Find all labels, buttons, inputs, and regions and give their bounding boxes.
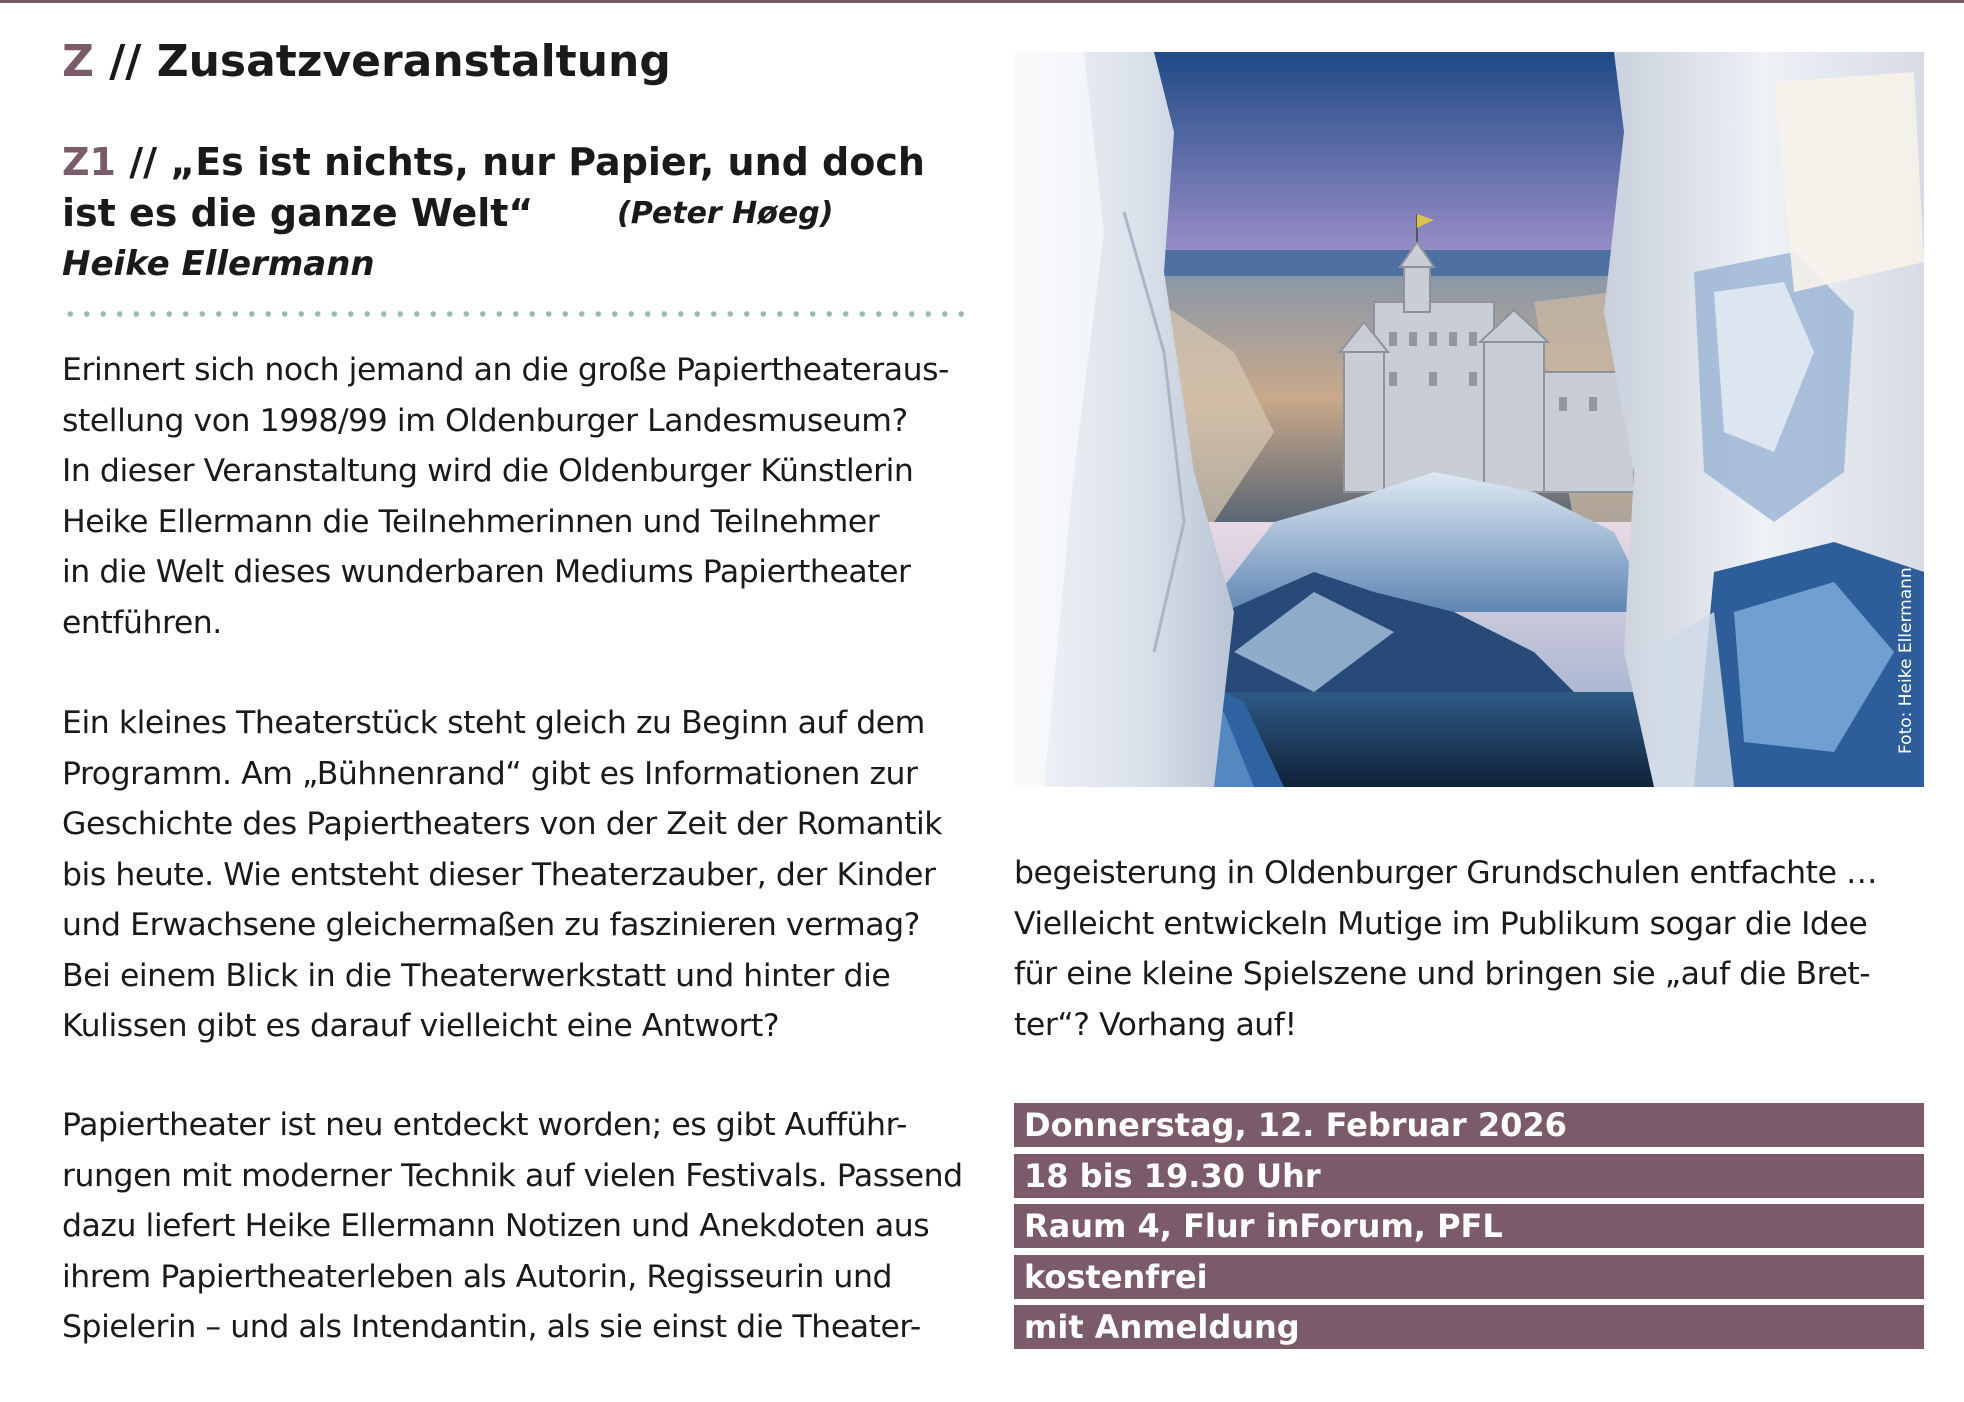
text-line: Geschichte des Papiertheaters von der Zeit der Romantik: [62, 806, 943, 842]
paragraph-2: [62, 698, 942, 1052]
event-title: [62, 137, 982, 239]
text-line: bis heute. Wie entsteht dieser Theaterzauber, der Kinder: [62, 856, 936, 893]
text-line: Ein kleines Theaterstück steht gleich zu Beginn auf dem: [62, 705, 925, 741]
event-title-line-1: [62, 137, 982, 188]
text-line: ihrem Papiertheaterleben als Autorin, Regisseurin und: [62, 1258, 893, 1295]
event-location: Raum 4, Flur inForum, PFL: [1014, 1204, 1924, 1248]
event-price: kostenfrei: [1014, 1255, 1924, 1299]
paper-theater-photo: [1014, 52, 1924, 787]
dotted-divider: [62, 310, 972, 318]
text-line: und Erwachsene gleichermaßen zu faszinieren vermag?: [62, 907, 920, 943]
text-line: Papiertheater ist neu entdeckt worden; es gibt Aufführ-: [62, 1107, 907, 1143]
text-line: in die Welt dieses wunderbaren Mediums Papiertheater: [62, 554, 911, 590]
text-line: Programm. Am „Bühnenrand“ gibt es Informationen zur: [62, 755, 918, 792]
paragraph-1: [62, 345, 949, 648]
text-line: stellung von 1998/99 im Oldenburger Landesmuseum?: [62, 402, 908, 439]
text-line: begeisterung in Oldenburger Grundschulen entfachte …: [1014, 855, 1878, 891]
text-line: Vielleicht entwickeln Mutige im Publikum sogar die Idee: [1014, 905, 1868, 942]
section-title-text: // Zusatzveranstaltung: [109, 36, 671, 87]
top-rule: [0, 0, 1964, 3]
text-line: entführen.: [62, 604, 222, 641]
text-line: Bei einem Blick in die Theaterwerkstatt und hinter die: [62, 957, 891, 994]
event-title-line-1-text: // „Es ist nichts, nur Papier, und doch: [129, 140, 925, 184]
event-title-line-2: ist es die ganze Welt“: [62, 191, 534, 235]
text-line: In dieser Veranstaltung wird die Oldenburger Künstlerin: [62, 453, 914, 489]
text-line: Erinnert sich noch jemand an die große Papiertheateraus-: [62, 352, 949, 388]
text-line: Heike Ellermann die Teilnehmerinnen und Teilnehmer: [62, 503, 880, 540]
event-registration: mit Anmeldung: [1014, 1305, 1924, 1349]
section-code: Z: [62, 36, 94, 87]
event-details: [1014, 1103, 1924, 1356]
text-line: für eine kleine Spielszene und bringen sie „auf die Bret-: [1014, 956, 1871, 992]
section-title: [62, 34, 671, 90]
paragraph-4: [1014, 848, 1877, 1050]
quote-author: (Peter Høeg): [617, 196, 834, 231]
text-line: ter“? Vorhang auf!: [1014, 1006, 1297, 1043]
text-line: rungen mit moderner Technik auf vielen Festivals. Passend: [62, 1157, 963, 1194]
paragraph-3: [62, 1100, 963, 1353]
event-code: Z1: [62, 140, 116, 184]
event-time: 18 bis 19.30 Uhr: [1014, 1154, 1924, 1198]
text-line: dazu liefert Heike Ellermann Notizen und Anekdoten aus: [62, 1208, 930, 1244]
event-date: Donnerstag, 12. Februar 2026: [1014, 1103, 1924, 1147]
text-line: Kulissen gibt es darauf vielleicht eine Antwort?: [62, 1008, 780, 1044]
presenter-name: Heike Ellermann: [62, 244, 375, 284]
paper-theater-illustration: [1014, 52, 1924, 787]
photo-credit: Foto: Heike Ellermann: [1896, 567, 1916, 754]
text-line: Spielerin – und als Intendantin, als sie einst die Theater-: [62, 1309, 921, 1345]
